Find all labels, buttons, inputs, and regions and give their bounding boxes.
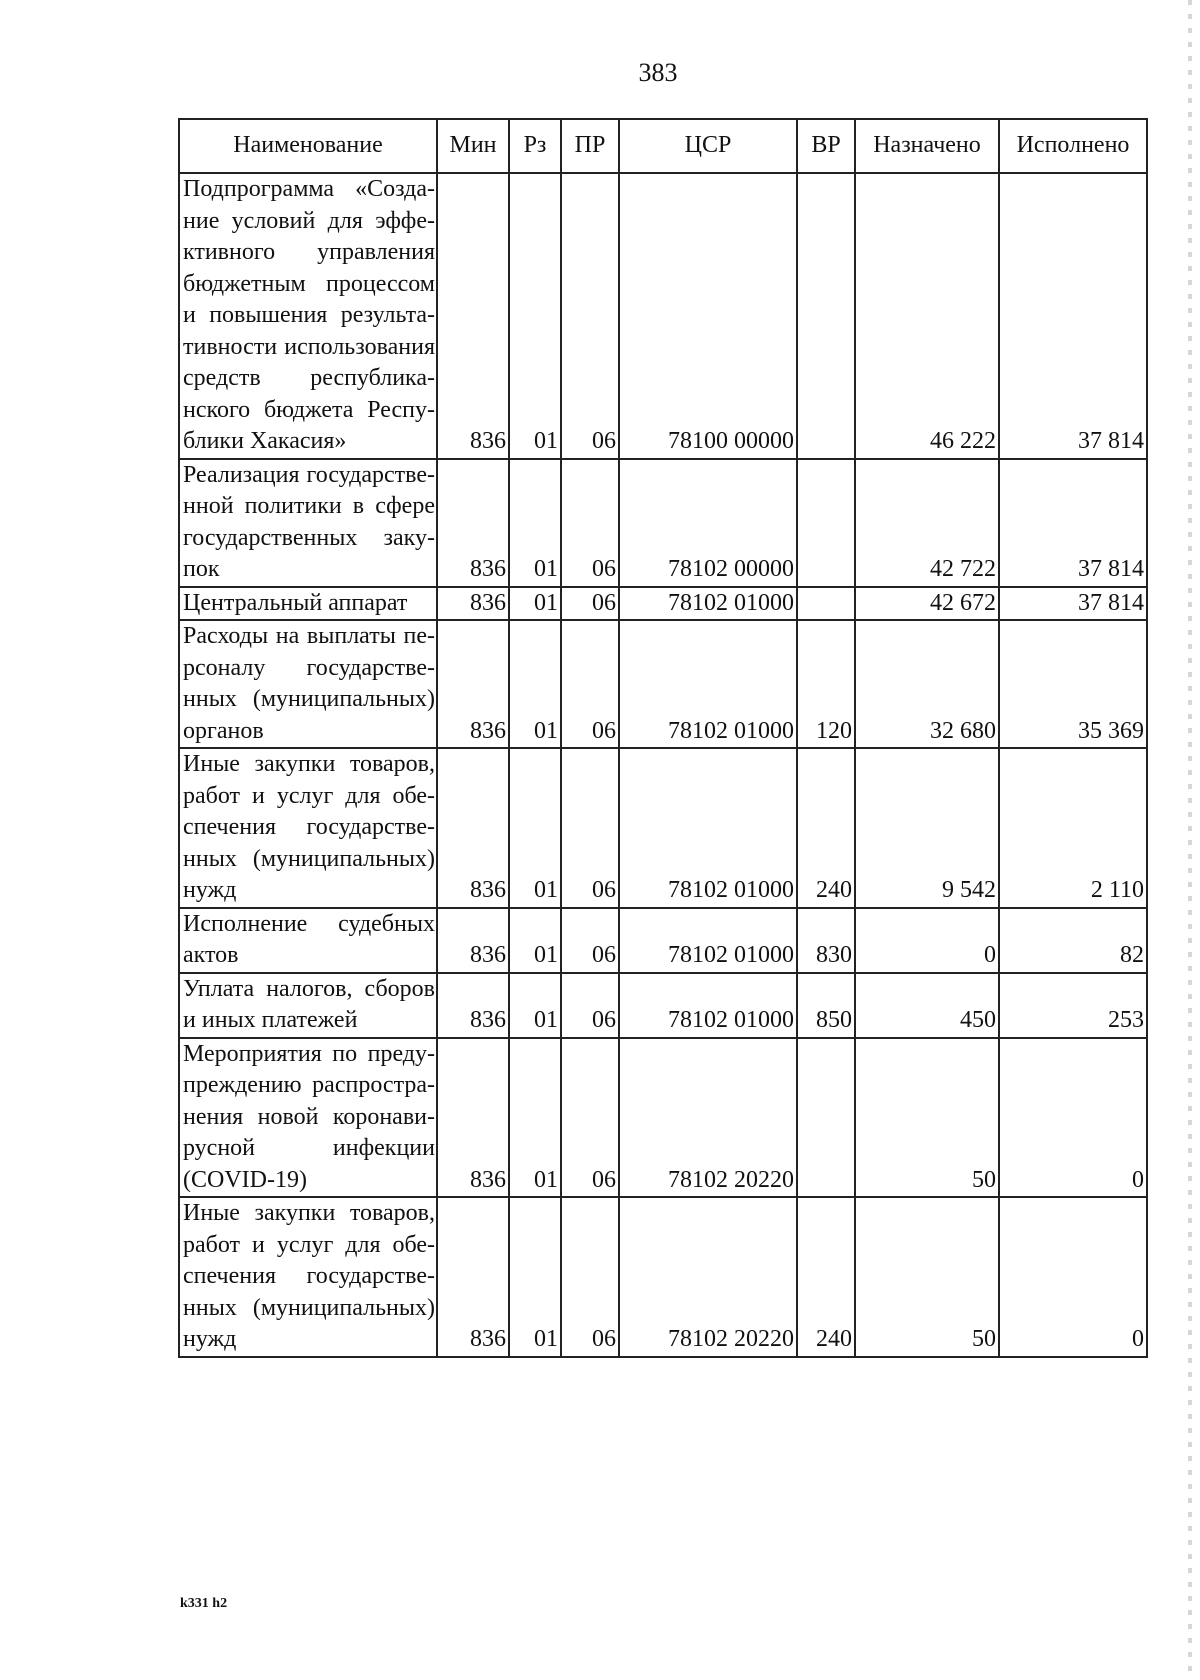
table-row xyxy=(179,459,1147,587)
row-planned: 50 xyxy=(855,1197,999,1357)
table-row xyxy=(179,748,1147,908)
row-rz: 01 xyxy=(509,908,561,973)
row-name: Уплата налогов, сборов и иных платежей xyxy=(179,973,437,1038)
row-min: 836 xyxy=(437,1038,509,1198)
row-vr xyxy=(797,1038,855,1198)
row-pr: 06 xyxy=(561,173,619,459)
row-vr xyxy=(797,587,855,621)
row-vr: 240 xyxy=(797,1197,855,1357)
row-executed: 35 369 xyxy=(999,620,1147,748)
header-planned: Назначено xyxy=(855,119,999,173)
row-pr: 06 xyxy=(561,1197,619,1357)
row-executed: 0 xyxy=(999,1197,1147,1357)
row-planned: 50 xyxy=(855,1038,999,1198)
row-vr: 240 xyxy=(797,748,855,908)
row-executed: 37 814 xyxy=(999,459,1147,587)
row-min: 836 xyxy=(437,173,509,459)
row-name: Подпрограмма «Создание условий для эффективного управления бюджетным процессом и повышения результативности использования средств республиканского бюджета Республики Хакасия» xyxy=(179,173,437,459)
header-min: Мин xyxy=(437,119,509,173)
row-csr: 78102 01000 xyxy=(619,587,797,621)
row-planned: 9 542 xyxy=(855,748,999,908)
row-pr: 06 xyxy=(561,459,619,587)
header-rz: Рз xyxy=(509,119,561,173)
document-code: k331 h2 xyxy=(180,1596,228,1611)
row-planned: 42 672 xyxy=(855,587,999,621)
row-rz: 01 xyxy=(509,173,561,459)
row-name: Иные закупки товаров, работ и услуг для обеспечения государственных (муниципальных) нужд xyxy=(179,1197,437,1357)
row-min: 836 xyxy=(437,908,509,973)
table-row xyxy=(179,587,1147,621)
row-name: Центральный аппарат xyxy=(179,587,437,621)
table-header-row xyxy=(179,119,1147,173)
header-pr: ПР xyxy=(561,119,619,173)
row-name: Исполнение судебных актов xyxy=(179,908,437,973)
table-row xyxy=(179,1038,1147,1198)
scan-edge xyxy=(1188,0,1192,1680)
row-min: 836 xyxy=(437,748,509,908)
row-min: 836 xyxy=(437,1197,509,1357)
row-rz: 01 xyxy=(509,1038,561,1198)
row-vr xyxy=(797,459,855,587)
table-row xyxy=(179,973,1147,1038)
table-row xyxy=(179,173,1147,459)
row-name: Иные закупки товаров, работ и услуг для обеспечения государственных (муниципальных) нужд xyxy=(179,748,437,908)
row-rz: 01 xyxy=(509,459,561,587)
row-csr: 78102 01000 xyxy=(619,973,797,1038)
row-rz: 01 xyxy=(509,973,561,1038)
row-csr: 78102 00000 xyxy=(619,459,797,587)
page-number: 383 xyxy=(638,58,678,87)
row-pr: 06 xyxy=(561,908,619,973)
row-executed: 0 xyxy=(999,1038,1147,1198)
row-rz: 01 xyxy=(509,748,561,908)
row-rz: 01 xyxy=(509,620,561,748)
row-planned: 32 680 xyxy=(855,620,999,748)
row-min: 836 xyxy=(437,459,509,587)
row-planned: 0 xyxy=(855,908,999,973)
header-name: Наименование xyxy=(179,119,437,173)
row-pr: 06 xyxy=(561,620,619,748)
row-vr xyxy=(797,173,855,459)
row-pr: 06 xyxy=(561,973,619,1038)
row-planned: 450 xyxy=(855,973,999,1038)
table-row xyxy=(179,908,1147,973)
table-row xyxy=(179,1197,1147,1357)
row-min: 836 xyxy=(437,587,509,621)
row-min: 836 xyxy=(437,973,509,1038)
row-min: 836 xyxy=(437,620,509,748)
table-row xyxy=(179,620,1147,748)
row-executed: 37 814 xyxy=(999,173,1147,459)
row-rz: 01 xyxy=(509,1197,561,1357)
row-name: Мероприятия по предупреждению распространения новой коронавирусной инфекции (COVID-19) xyxy=(179,1038,437,1198)
row-executed: 2 110 xyxy=(999,748,1147,908)
header-vr: ВР xyxy=(797,119,855,173)
row-executed: 37 814 xyxy=(999,587,1147,621)
header-csr: ЦСР xyxy=(619,119,797,173)
row-pr: 06 xyxy=(561,1038,619,1198)
row-planned: 42 722 xyxy=(855,459,999,587)
row-csr: 78102 20220 xyxy=(619,1038,797,1198)
row-vr: 830 xyxy=(797,908,855,973)
row-csr: 78102 01000 xyxy=(619,908,797,973)
header-executed: Исполнено xyxy=(999,119,1147,173)
row-csr: 78102 20220 xyxy=(619,1197,797,1357)
row-rz: 01 xyxy=(509,587,561,621)
budget-execution-table xyxy=(178,118,1148,1358)
row-executed: 82 xyxy=(999,908,1147,973)
row-executed: 253 xyxy=(999,973,1147,1038)
row-name: Расходы на выплаты персоналу государственных (муниципальных) органов xyxy=(179,620,437,748)
row-vr: 850 xyxy=(797,973,855,1038)
row-pr: 06 xyxy=(561,748,619,908)
row-vr: 120 xyxy=(797,620,855,748)
row-csr: 78100 00000 xyxy=(619,173,797,459)
row-pr: 06 xyxy=(561,587,619,621)
row-name: Реализация государственной политики в сфере государственных закупок xyxy=(179,459,437,587)
row-planned: 46 222 xyxy=(855,173,999,459)
row-csr: 78102 01000 xyxy=(619,748,797,908)
row-csr: 78102 01000 xyxy=(619,620,797,748)
